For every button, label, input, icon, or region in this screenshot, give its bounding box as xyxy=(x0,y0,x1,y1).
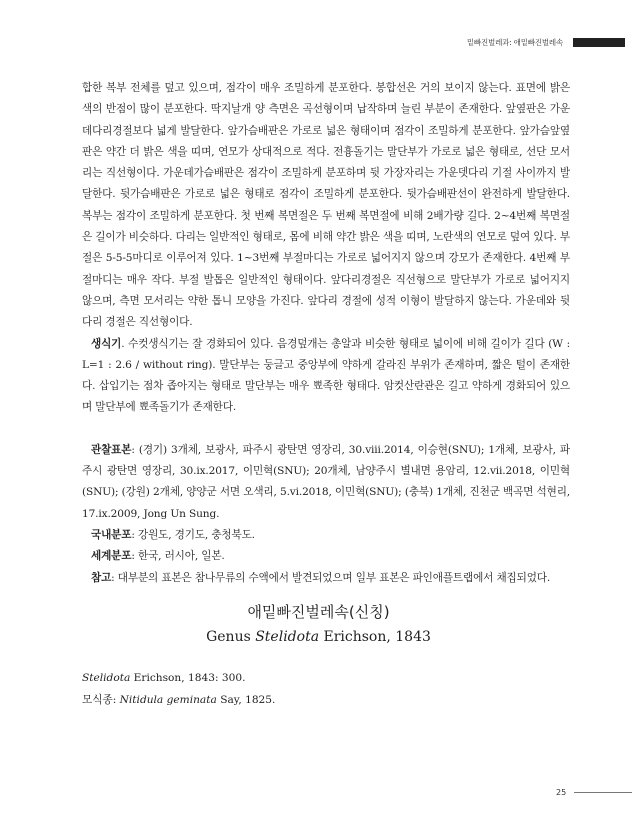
genus-title-korean: 애밑빠진벌레속(신칭) xyxy=(247,603,390,621)
genitalia-text: . 수컷생식기는 잘 경화되어 있다. 음경덮개는 총알과 비슷한 형태로 넓이에 비해 길이가 길다 (W : L=1 : 2.6 / without ring). 말단부는 둥글고 중앙부에 약하게 갈라진 부위가 존재하며, 짧은 털이 존재한다. 삽입기는 점차 좁아지는 형태로 말단부는 매우 뾰족한 형태다. 암컷산란관은 길고 약하게 경화되어 있으며 말단부에 뾰족돌기가 존재한다. xyxy=(82,337,570,414)
world-label: 세계분포 xyxy=(91,550,132,563)
ref-genus-name: Stelidota xyxy=(82,672,131,684)
type-species-name: Nitidula geminata xyxy=(119,694,217,706)
specimens-paragraph xyxy=(82,440,570,525)
genus-name: Stelidota xyxy=(255,629,320,645)
genus-prefix: Genus xyxy=(206,629,256,645)
note-text: : 대부분의 표본은 참나무류의 수액에서 발견되었으며 일부 표본은 파인애플트랩에서 채집되었다. xyxy=(111,571,551,584)
type-species-author: Say, 1825. xyxy=(216,694,276,706)
ref-citation: Erichson, 1843: 300. xyxy=(130,672,246,684)
type-species xyxy=(82,689,275,711)
genitalia-label: 생식기 xyxy=(91,337,122,350)
genus-title-latin xyxy=(0,629,637,645)
running-header xyxy=(467,37,625,48)
description-paragraph: 합한 복부 전체를 덮고 있으며, 점각이 매우 조밀하게 분포한다. 봉합선은 거의 보이지 않는다. 표면에 밝은 색의 반점이 많이 분포한다. 딱지날개 양 측면은 곡선형이며 납작하며 늘린 부분이 존재한다. 앞옆판은 가운데다리경절보다 넓게 발달한다. 앞가슴배판은 가로로 넓은 형태이며 점각이 조밀하게 분포한다. 앞가슴앞옆판은 약간 더 밝은 색을 띠며, 연모가 상대적으로 적다. 전흉돌기는 말단부가 가로로 넓은 형태로, 선단 모서리는 직선형이다. 가운데가슴배판은 점각이 조밀하게 분포하며 뒷 가장자리는 가운뎃다리 기절 사이까지 발달한다. 뒷가슴배판은 가로로 넓은 형태로 점각이 조밀하게 분포한다. 뒷가슴배판선이 완전하게 발달한다. 복부는 점각이 조밀하게 분포한다. 첫 번째 복면절은 두 번째 복면절에 비해 2배가량 길다. 2~4번째 복면절은 길이가 비슷하다. 다리는 일반적인 형태로, 몸에 비해 약간 밝은 색을 띠며, 노란색의 연모로 덮여 있다. 부절은 5-5-5마디로 이루어져 있다. 1~3번째 부절마디는 가로로 넓어지지 않으며 강모가 존재한다. 4번째 부절마디는 매우 작다. 부절 발톱은 일반적인 형태이다. 앞다리경절은 직선형으로 말단부가 가로로 넓어지지 않으며, 측면 모서리는 약한 톱니 모양을 가진다. 앞다리 경절에 성적 이형이 발달하지 않는다. 가운데와 뒷다리 경절은 직선형이다. xyxy=(82,82,570,329)
reference-original xyxy=(82,667,275,689)
genus-author: Erichson, 1843 xyxy=(319,629,431,645)
specimens-text: : (경기) 3개체, 보광사, 파주시 광탄면 영장리, 30.viii.2014, 이승현(SNU); 1개체, 보광사, 파주시 광탄면 영장리, 30.ix.2017, 이민혁(SNU); 20개체, 남양주시 별내면 용암리, 12.vii.2018, 이민혁(SNU); (강원) 2개체, 양양군 서면 오색리, 5.vi.2018, 이민혁(SNU); (충북) 1개체, 진천군 백곡면 석현리, 17.ix.2009, Jong Un Sung. xyxy=(82,443,570,520)
running-title: 밑빠진벌레과: 애밑빠진벌레속 xyxy=(466,38,563,47)
page-number: 25 xyxy=(556,788,567,797)
main-text xyxy=(82,78,570,589)
footer-rule xyxy=(574,792,632,793)
genus-references xyxy=(82,667,275,711)
domestic-distribution xyxy=(82,525,570,546)
world-text: : 한국, 러시아, 일본. xyxy=(131,550,225,563)
world-distribution xyxy=(82,546,570,567)
genus-heading xyxy=(0,601,637,645)
header-bar xyxy=(573,38,625,47)
note-paragraph xyxy=(82,568,570,589)
domestic-label: 국내분포 xyxy=(91,528,132,541)
specimens-label: 관찰표본 xyxy=(91,443,132,456)
page-footer xyxy=(556,788,632,797)
paragraph-gap xyxy=(82,419,570,440)
domestic-text: : 강원도, 경기도, 충청북도. xyxy=(131,528,255,541)
note-label: 참고 xyxy=(91,571,112,584)
type-label: 모식종: xyxy=(82,694,120,706)
genitalia-paragraph xyxy=(82,334,570,419)
